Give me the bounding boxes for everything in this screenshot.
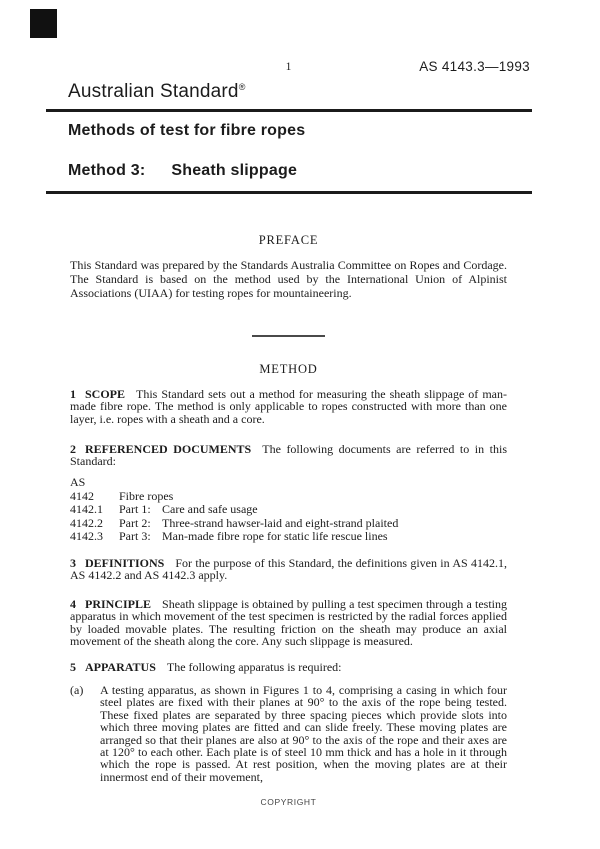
header-rule-top [46, 109, 532, 112]
doc-reference: AS 4143.3—1993 [419, 59, 530, 74]
section-number: 5 [70, 660, 76, 674]
ref-code: 4142.3 [70, 529, 103, 543]
section-text: Sheath slippage is obtained by pulling a test specimen through a testing apparatus in which movement of the test specimen is restricted by the radial forces applied by loaded movable plates. The resulting friction on the sheath may produce an axial movement of the sheath along the core. Any such slippage is measured. [70, 597, 507, 649]
section-principle [70, 598, 507, 648]
references-list [70, 476, 507, 544]
ref-code: 4142.2 [70, 515, 103, 530]
section-text: This Standard sets out a method for measuring the sheath slippage of man-made fibre rope. The method is only applicable to ropes constructed with more than one layer, i.e. ropes with a sheath and a core. [70, 387, 507, 426]
page-number: 1 [285, 61, 292, 73]
item-label: (a) [70, 683, 84, 697]
ref-code: 4142 [70, 488, 94, 503]
ref-part: Part 2: [119, 515, 151, 530]
doc-title: Methods of test for fibre ropes [68, 122, 306, 139]
header-rule-bottom [46, 191, 532, 194]
method-label: Method 3: [68, 162, 146, 179]
section-title: APPARATUS [85, 660, 156, 674]
section-title: SCOPE [85, 387, 126, 401]
preface-paragraph: This Standard was prepared by the Standards Australia Committee on Ropes and Cordage. The Standard is based on the method used by the International Union of Alpinist Associations (UIAA) for testing ropes for mountaineering. [70, 258, 507, 300]
section-text: The following documents are referred to in this Standard: [70, 442, 507, 469]
section-title: PRINCIPLE [85, 597, 152, 611]
section-definitions [70, 557, 507, 582]
reference-row [70, 503, 507, 517]
scan-corner-mark [30, 9, 57, 38]
ref-title: Man-made fibre rope for static life rescue lines [162, 529, 388, 543]
brand-title [68, 81, 246, 103]
ref-code: 4142.1 [70, 502, 103, 516]
method-heading: METHOD [259, 362, 318, 376]
reference-row [70, 490, 507, 504]
reference-row [70, 530, 507, 544]
footer-copyright: COPYRIGHT [260, 797, 317, 807]
apparatus-list-item [70, 684, 507, 783]
section-scope [70, 388, 507, 425]
section-referenced-documents [70, 443, 507, 468]
section-number: 4 [70, 597, 76, 611]
section-number: 2 [70, 442, 76, 456]
ref-title: Care and safe usage [162, 502, 258, 516]
preface-heading: PREFACE [258, 233, 319, 247]
section-title: REFERENCED DOCUMENTS [85, 442, 252, 456]
section-number: 1 [70, 387, 76, 401]
ref-title: Three-strand hawser-laid and eight-strand plaited [162, 515, 399, 530]
section-divider [252, 335, 325, 337]
section-title: DEFINITIONS [85, 556, 165, 570]
item-text: A testing apparatus, as shown in Figures 1 to 4, comprising a casing in which four steel plates are fixed with their planes at 90° to the axis of the rope being tested. These fixed plates are separated by three spacing pieces which provide slots into which three moving plates are fitted and can slide freely. These moving plates are arranged so that their planes are also at 90° to the axis of the rope and their axes are at 120° to each other. Each plate is of steel 10 mm thick and has a hole in it through which the rope is passed. At rest position, when the moving plates are at their innermost end of their movement, [100, 683, 507, 784]
references-label: AS [70, 475, 86, 489]
registered-mark-icon: ® [238, 82, 246, 92]
section-number: 3 [70, 556, 76, 570]
brand-text: Australian Standard [68, 81, 239, 102]
reference-row [70, 517, 507, 531]
section-apparatus [70, 661, 507, 673]
ref-part: Part 1: [119, 502, 151, 516]
references-label-row [70, 476, 507, 490]
section-text: The following apparatus is required: [166, 660, 342, 674]
ref-part: Part 3: [119, 529, 151, 543]
method-subtitle: Sheath slippage [171, 162, 298, 179]
doc-subtitle [68, 162, 297, 180]
ref-part: Fibre ropes [119, 488, 174, 503]
section-text: For the purpose of this Standard, the definitions given in AS 4142.1, AS 4142.2 and AS 4142.3 apply. [70, 556, 507, 583]
